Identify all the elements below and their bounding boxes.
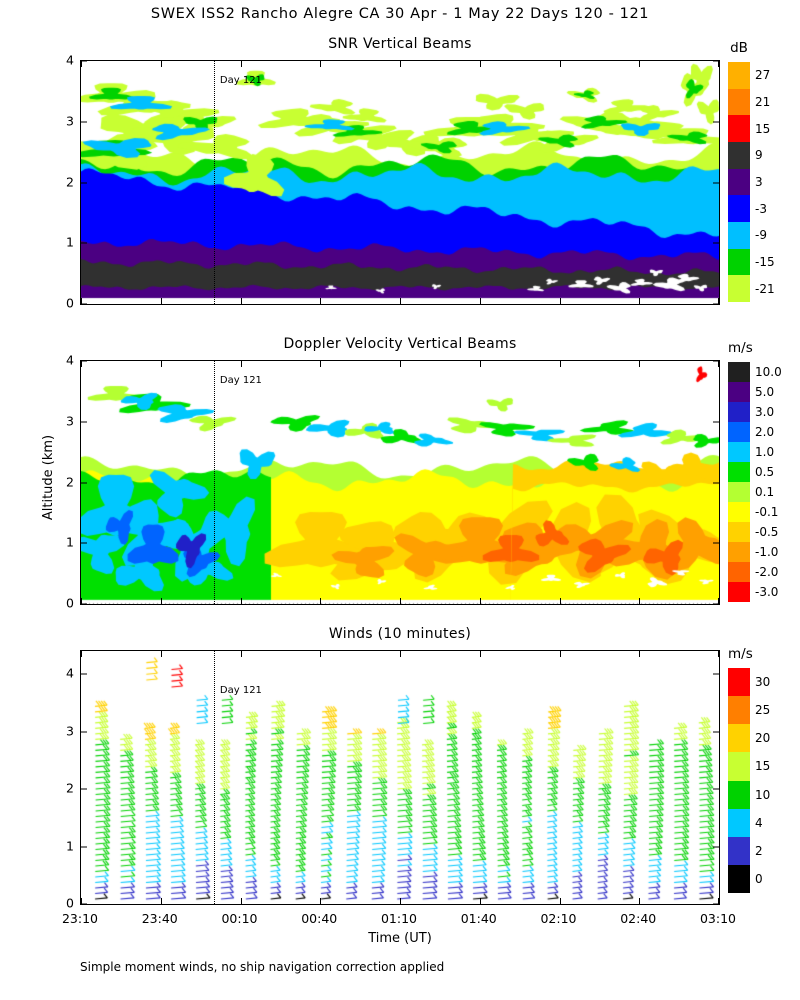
y-tick-label: 3: [66, 113, 74, 129]
x-tick-mark: [718, 898, 719, 904]
panel-doppler: [41, 336, 720, 611]
colorbar-tick-label: -0.5: [755, 525, 779, 539]
colorbar-swatch: [728, 275, 750, 302]
colorbar-tick-label: 0: [755, 871, 763, 886]
x-tick-mark: [400, 651, 401, 657]
colorbar-swatch: [728, 724, 750, 752]
colorbar-snr: [728, 40, 775, 302]
x-tick-mark: [81, 598, 82, 604]
colorbar-swatch: [728, 542, 750, 562]
colorbar-swatch: [728, 462, 750, 482]
x-tick-mark: [161, 898, 162, 904]
winds-field: [81, 651, 720, 905]
x-tick-mark: [241, 598, 242, 604]
colorbar-swatch: [728, 696, 750, 724]
colorbar-tick-label: 5.0: [755, 385, 775, 399]
x-tick-label: 01:10: [380, 911, 418, 926]
colorbar-tick-label: 0.5: [755, 465, 775, 479]
day-label-winds: Day 121: [219, 685, 262, 696]
x-tick-mark: [400, 898, 401, 904]
x-tick-mark: [241, 61, 242, 67]
y-tick-label: 1: [66, 534, 74, 550]
x-tick-mark: [480, 898, 481, 904]
colorbar-swatch: [728, 781, 750, 809]
colorbar-swatch: [728, 382, 750, 402]
y-tick-mark: [81, 543, 87, 544]
y-tick-label: 3: [66, 413, 74, 429]
colorbar-tick-label: 3.0: [755, 405, 775, 419]
colorbar-tick-label: 20: [755, 731, 771, 746]
colorbar-swatch: [728, 482, 750, 502]
colorbar-tick-label: 0.1: [755, 485, 775, 499]
y-tick-label: 3: [66, 723, 74, 738]
y-tick-mark: [81, 789, 87, 790]
x-tick-mark: [161, 361, 162, 367]
colorbar-swatch: [728, 502, 750, 522]
colorbar-swatch: [728, 115, 750, 142]
x-tick-mark: [161, 298, 162, 304]
colorbar-tick-label: 1.0: [755, 445, 775, 459]
y-tick-label: 4: [66, 52, 74, 68]
colorbar-tick-label: -15: [755, 255, 775, 269]
colorbar-winds: [728, 646, 771, 893]
y-tick-mark: [81, 674, 87, 675]
x-tick-mark: [639, 598, 640, 604]
x-tick-mark: [81, 651, 82, 657]
y-tick-label: 4: [66, 665, 74, 681]
snr-field: [81, 61, 720, 305]
panel-snr: [66, 36, 720, 311]
colorbar-tick-label: 10.0: [755, 365, 782, 379]
x-tick-mark: [560, 898, 561, 904]
y-tick-mark: [713, 482, 719, 483]
x-tick-mark: [320, 598, 321, 604]
x-tick-mark: [320, 651, 321, 657]
colorbar-swatch: [728, 522, 750, 542]
panel-snr-title: SNR Vertical Beams: [328, 36, 472, 52]
x-tick-mark: [81, 298, 82, 304]
colorbar-tick-label: 3: [755, 175, 763, 189]
colorbar-doppler: [728, 340, 782, 602]
figure-footnote: Simple moment winds, no ship navigation correction applied: [80, 960, 445, 974]
colorbar-swatch: [728, 865, 750, 893]
x-tick-label: 01:40: [460, 911, 497, 926]
x-tick-mark: [718, 61, 719, 67]
x-tick-mark: [718, 298, 719, 304]
colorbar-tick-label: 21: [755, 95, 771, 109]
day-divider-winds: [214, 651, 215, 904]
x-tick-mark: [81, 898, 82, 904]
colorbar-swatch: [728, 362, 750, 382]
x-tick-mark: [639, 298, 640, 304]
colorbar-tick-label: 4: [755, 815, 763, 830]
x-tick-mark: [718, 598, 719, 604]
x-tick-mark: [241, 898, 242, 904]
colorbar-tick-label: 27: [755, 68, 771, 83]
colorbar-swatch: [728, 402, 750, 422]
panel-snr-plot: [80, 60, 720, 305]
colorbar-snr-swatches: [728, 62, 750, 302]
colorbar-swatch: [728, 195, 750, 222]
colorbar-swatch: [728, 169, 750, 196]
colorbar-winds-title: m/s: [728, 646, 753, 662]
figure-suptitle: SWEX ISS2 Rancho Alegre CA 30 Apr - 1 May 22 Days 120 - 121: [150, 6, 650, 22]
y-tick-label: 1: [66, 234, 74, 250]
day-divider-doppler: [214, 361, 215, 604]
x-tick-mark: [320, 361, 321, 367]
x-tick-mark: [320, 298, 321, 304]
colorbar-tick-label: 15: [755, 759, 771, 774]
panel-winds: [61, 626, 737, 946]
y-tick-label: 4: [66, 352, 74, 368]
colorbar-swatch: [728, 668, 750, 696]
y-tick-mark: [81, 243, 87, 244]
x-tick-label: 23:40: [141, 911, 178, 926]
colorbar-tick-label: -3.0: [755, 585, 779, 599]
x-tick-mark: [560, 298, 561, 304]
x-tick-mark: [480, 651, 481, 657]
colorbar-tick-label: -21: [755, 281, 775, 296]
x-tick-mark: [241, 298, 242, 304]
x-tick-mark: [480, 298, 481, 304]
x-tick-label: 02:10: [540, 911, 577, 926]
x-tick-mark: [639, 61, 640, 67]
day-label-doppler: Day 121: [219, 375, 262, 386]
colorbar-swatch: [728, 809, 750, 837]
colorbar-swatch: [728, 752, 750, 780]
y-tick-mark: [713, 731, 719, 732]
colorbar-tick-label: 30: [755, 675, 771, 690]
colorbar-tick-label: 2.0: [755, 425, 775, 439]
y-tick-label: 0: [66, 295, 74, 311]
colorbar-tick-label: -3: [755, 201, 767, 216]
colorbar-tick-label: 9: [755, 148, 763, 163]
y-tick-mark: [713, 846, 719, 847]
x-tick-mark: [81, 61, 82, 67]
colorbar-tick-label: 25: [755, 703, 771, 718]
colorbar-snr-title: dB: [730, 40, 748, 56]
x-tick-mark: [639, 898, 640, 904]
x-tick-mark: [400, 598, 401, 604]
x-tick-mark: [81, 361, 82, 367]
day-divider-snr: [214, 61, 215, 304]
y-tick-label: 0: [66, 595, 74, 611]
x-tick-mark: [560, 61, 561, 67]
colorbar-tick-label: 2: [755, 843, 763, 858]
colorbar-swatch: [728, 837, 750, 865]
x-tick-mark: [161, 61, 162, 67]
y-tick-mark: [713, 543, 719, 544]
x-tick-mark: [560, 651, 561, 657]
y-tick-label: 2: [66, 780, 74, 796]
x-tick-mark: [718, 361, 719, 367]
y-tick-mark: [713, 182, 719, 183]
panel-doppler-plot: [80, 360, 720, 605]
y-tick-mark: [81, 482, 87, 483]
panel-winds-title: Winds (10 minutes): [328, 626, 472, 642]
x-tick-mark: [320, 898, 321, 904]
doppler-field: [81, 361, 720, 605]
x-tick-mark: [241, 651, 242, 657]
y-tick-mark: [81, 731, 87, 732]
y-tick-label: 2: [66, 474, 74, 489]
colorbar-swatch: [728, 422, 750, 442]
y-axis-label: Altitude (km): [41, 434, 57, 521]
x-tick-mark: [560, 361, 561, 367]
x-tick-mark: [320, 61, 321, 67]
y-tick-mark: [713, 674, 719, 675]
y-tick-mark: [81, 182, 87, 183]
colorbar-tick-label: 10: [755, 787, 771, 802]
x-tick-label: 00:40: [301, 911, 338, 926]
colorbar-tick-label: 15: [755, 121, 771, 136]
colorbar-swatch: [728, 142, 750, 169]
x-tick-mark: [560, 598, 561, 604]
colorbar-tick-label: -2.0: [755, 565, 779, 579]
colorbar-swatch: [728, 562, 750, 582]
x-tick-mark: [639, 361, 640, 367]
x-tick-mark: [480, 598, 481, 604]
x-tick-mark: [400, 61, 401, 67]
x-tick-mark: [718, 651, 719, 657]
x-tick-mark: [400, 298, 401, 304]
panel-doppler-title: Doppler Velocity Vertical Beams: [283, 336, 517, 352]
x-tick-mark: [161, 651, 162, 657]
colorbar-doppler-swatches: [728, 362, 750, 602]
colorbar-swatch: [728, 62, 750, 89]
x-tick-label: 03:10: [699, 911, 737, 926]
day-label-snr: Day 121: [219, 75, 262, 86]
x-tick-label: 02:40: [620, 911, 657, 926]
x-tick-mark: [639, 651, 640, 657]
y-tick-mark: [713, 421, 719, 422]
x-tick-label: 00:10: [221, 911, 258, 926]
y-tick-mark: [81, 846, 87, 847]
colorbar-tick-label: -1.0: [755, 545, 779, 559]
y-tick-mark: [81, 121, 87, 122]
y-tick-mark: [713, 243, 719, 244]
x-tick-mark: [400, 361, 401, 367]
x-axis-label: Time (UT): [368, 931, 432, 946]
colorbar-swatch: [728, 222, 750, 249]
colorbar-tick-label: -0.1: [755, 505, 779, 519]
x-tick-mark: [480, 361, 481, 367]
colorbar-swatch: [728, 249, 750, 276]
x-tick-mark: [161, 598, 162, 604]
y-tick-mark: [713, 121, 719, 122]
x-tick-label: 23:10: [61, 911, 99, 926]
colorbar-swatch: [728, 442, 750, 462]
y-tick-mark: [81, 421, 87, 422]
colorbar-winds-swatches: [728, 668, 750, 893]
panel-winds-plot: [80, 650, 720, 905]
y-tick-label: 2: [66, 174, 74, 189]
colorbar-swatch: [728, 582, 750, 602]
x-tick-mark: [480, 61, 481, 67]
colorbar-doppler-title: m/s: [728, 340, 753, 356]
colorbar-swatch: [728, 89, 750, 116]
y-tick-label: 1: [66, 838, 74, 853]
colorbar-tick-label: -9: [755, 228, 767, 243]
x-tick-mark: [241, 361, 242, 367]
y-tick-mark: [713, 789, 719, 790]
y-tick-label: 0: [66, 895, 74, 911]
